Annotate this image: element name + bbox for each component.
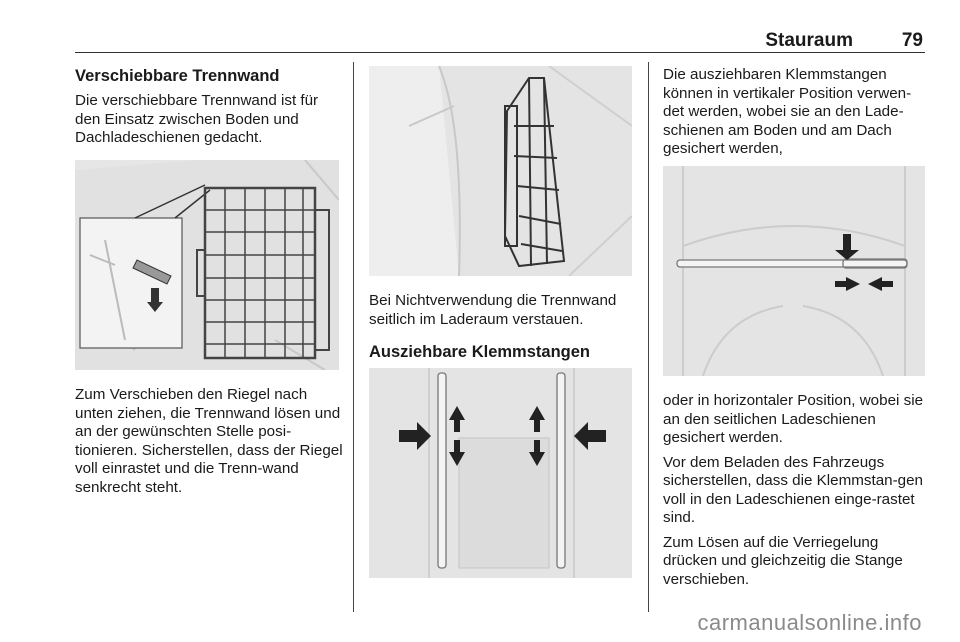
page-header bbox=[75, 30, 925, 52]
stow-caption: Bei Nichtverwendung die Trennwand seitlich im Laderaum verstauen. bbox=[369, 292, 617, 328]
illustration-vertical-bars bbox=[369, 368, 632, 578]
illustration-horizontal-bar bbox=[663, 166, 925, 376]
intro-paragraph: Die verschiebbare Trennwand ist für den Einsatz zwischen Boden und Dachladeschienen gedacht. bbox=[75, 92, 319, 146]
right-para-3: Zum Lösen auf die Verriegelung drücken und gleichzeitig die Stange verschieben. bbox=[663, 533, 903, 588]
body-paragraph: Zum Verschieben den Riegel nach unten ziehen, die Trennwand lösen und an der gewünschten Stelle posi-tionieren. Sicherstellen, dass der Riegel voll einrastet und die Trenn-wand senkrecht steht. bbox=[75, 386, 343, 496]
middle-column-text bbox=[369, 292, 637, 362]
column-divider-2 bbox=[648, 62, 649, 612]
right-column-intro bbox=[663, 66, 927, 159]
section-title: Stauraum bbox=[765, 30, 853, 51]
left-body bbox=[75, 386, 343, 497]
right-column-body bbox=[663, 392, 927, 589]
page-number: 79 bbox=[901, 30, 923, 51]
right-intro-paragraph: Die ausziehbaren Klemmstangen können in vertikaler Position verwen-det werden, wobei sie an den Lade-schienen am Boden und am Dach gesichert werden, bbox=[663, 66, 912, 157]
watermark: carmanualsonline.info bbox=[697, 610, 922, 635]
illustration-partition-net bbox=[75, 160, 339, 370]
right-para-2: Vor dem Beladen des Fahrzeugs sicherstellen, dass die Klemmstan-gen voll in den Ladeschienen einge-rastet sind. bbox=[663, 453, 923, 526]
illustration-stowed-partition bbox=[369, 66, 632, 276]
right-para-1: oder in horizontaler Position, wobei sie an den seitlichen Ladeschienen gesichert werden. bbox=[663, 392, 924, 446]
heading-trennwand: Verschiebbare Trennwand bbox=[75, 67, 280, 85]
header-rule bbox=[75, 52, 925, 53]
heading-klemmstangen: Ausziehbare Klemmstangen bbox=[369, 343, 590, 361]
column-divider-1 bbox=[353, 62, 354, 612]
left-column bbox=[75, 66, 343, 148]
